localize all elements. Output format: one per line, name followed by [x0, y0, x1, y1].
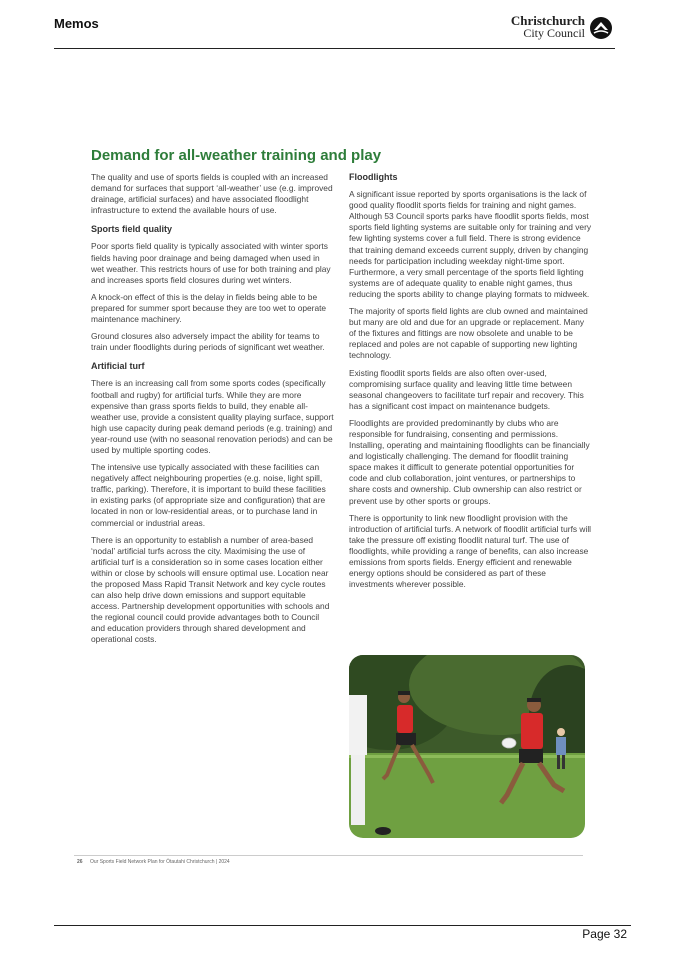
header-divider: [54, 48, 615, 49]
rugby-training-photo: [349, 655, 585, 838]
logo-line-2: City Council: [523, 26, 585, 40]
floodlights-paragraph-2: The majority of sports field lights are club owned and maintained but many are old and due for an upgrade or replacement. Many of the fixtures and fittings are now obsolete and unable to be replaced and poles are not capable of supporting new lighting technology.: [349, 306, 588, 361]
floodlights-heading: Floodlights: [349, 172, 398, 182]
footer-divider: [54, 925, 631, 926]
memo-title: Memos: [54, 16, 99, 31]
council-logo: [503, 14, 613, 46]
sports-field-quality-heading: Sports field quality: [91, 224, 173, 235]
quality-paragraph-1: Poor sports field quality is typically associated with winter sports fields having poor drainage and being damaged when used in wet weather. This restricts hours of use for both training and play and increases sports field closures during wet winters.: [91, 241, 331, 285]
turf-paragraph-1: There is an increasing call from some sports codes (specifically football and rugby) for artificial turfs. While they are more expensive than grass sports fields to build, they enable all-weather use, provide a consistent quality playing surface, support high use capacity during peak demand periods (e.g. training) and year-round use (with no seasonal renovation periods) and can be used by multiple sporting codes.: [91, 378, 334, 455]
inner-page-number: 26: [77, 859, 83, 865]
floodlights-paragraph-4: Floodlights are provided predominantly by clubs who are responsible for fundraising, consenting and permissions. Installing, operating and maintaining floodlights can be financially and logistically challenging. The demand for floodlit training space makes it difficult to generate potential opportunities for code and club collaboration, joint ventures, or partnerships to share costs and ownership. Club ownership can also restrict or prevent use by other sports or groups.: [349, 417, 590, 506]
quality-paragraph-2: A knock-on effect of this is the delay in fields being able to be prepared for summer sport because they are too wet to operate maintenance machinery.: [91, 291, 327, 325]
floodlights-paragraph-1: A significant issue reported by sports organisations is the lack of good quality floodlit sports fields for training and night games. Although 53 Council sports parks have floodlit sports fields, most sports field lighting systems are suitable only for training and very few lighting systems cover a full field. There is strong evidence that training demand exceeds current supply, driven by changing needs for participation including weekday night-time sport. Furthermore, a very small percentage of the sports field lighting systems are of adequate quality to enable night games, thus reducing the sports ability to change playing formats to midweek.: [349, 189, 592, 299]
left-column: [91, 172, 334, 652]
article-heading: Demand for all-weather training and play: [91, 147, 382, 164]
turf-paragraph-2: The intensive use typically associated with these facilities can negatively affect neighbouring properties (e.g. noise, light spill, traffic, parking). Therefore, it is important to build these facilities in existing parks (of appropriate size and configuration) that are located in non or low-residential areas, or to purchase land in commercial or industrial areas.: [91, 462, 326, 528]
logo-wordmark: [511, 14, 585, 40]
turf-paragraph-3: There is an opportunity to establish a number of area-based ‘nodal’ artificial turfs across the city. Maximising the use of artificial turf is a consideration so in some cases location either within or close by schools will ensure optimal use. Location near the proposed Mass Rapid Transit Network and key cycle routes can also help drive down emissions and support equitable access. Partnership development opportunities with schools and the regional council could provide advantages both to Council and education providers through shared development and operational costs.: [91, 534, 330, 645]
floodlights-paragraph-5: There is opportunity to link new floodlight provision with the introduction of artificial turfs. A network of floodlit artificial turfs will take the pressure off existing floodlit natural turf. The use of floodlights, while providing a range of benefits, can also increase emissions from sports fields. Energy efficient and renewable energy options should be considered as part of these investments wherever possible.: [349, 512, 592, 590]
floodlights-paragraph-3: Existing floodlit sports fields are also often over-used, compromising surface quality and leaving little time between seasonal changeovers to facilitate turf repair and recovery. This has a significant cost impact on maintenance budgets.: [349, 367, 584, 411]
intro-paragraph: The quality and use of sports fields is coupled with an increased demand for surfaces that support ‘all-weather’ use (e.g. improved drainage, artificial surfaces) and have associated floodlight infrastructure to extend the available hours of use.: [91, 172, 333, 216]
page-number: Page 32: [582, 927, 627, 941]
quality-paragraph-3: Ground closures also adversely impact the ability for teams to train under floodlights during periods of significant wet weather.: [91, 331, 325, 353]
artificial-turf-heading: Artificial turf: [91, 361, 145, 372]
inner-footer-divider: [74, 855, 583, 856]
right-column: [349, 172, 592, 596]
council-crest-icon: [589, 16, 613, 40]
logo-line-1: Christchurch: [510, 13, 585, 28]
inner-footer-caption: Our Sports Field Network Plan for Ōtautahi Christchurch | 2024: [90, 859, 230, 865]
rugby-scene-illustration: [349, 655, 585, 838]
